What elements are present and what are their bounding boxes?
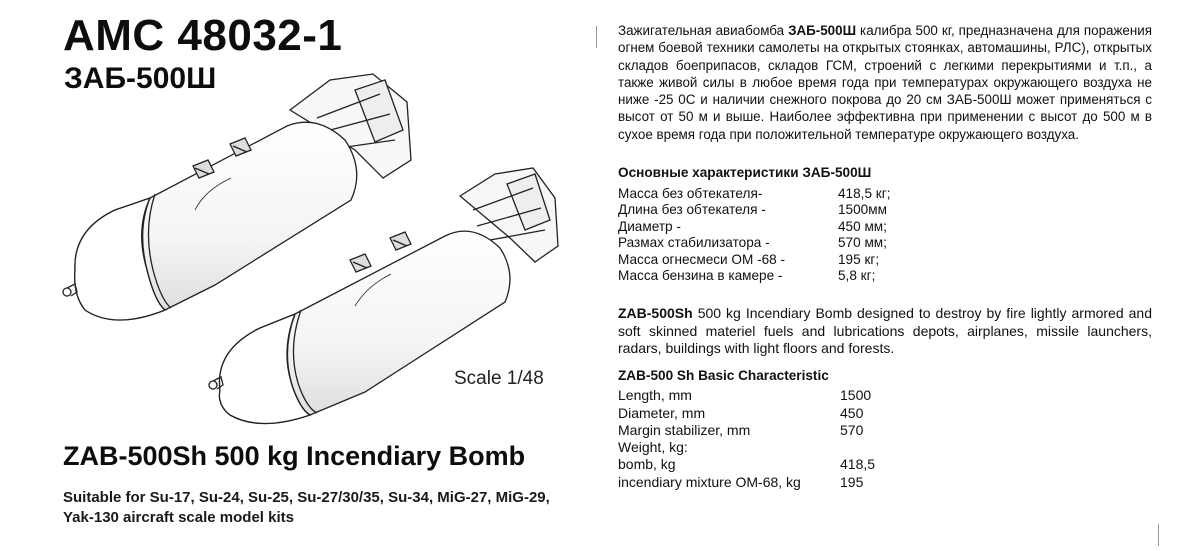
spec-value: 570 [840,421,864,438]
spec-value: 1500 [840,387,872,404]
table-row [618,202,890,219]
spec-value: 5,8 кг; [838,268,876,283]
specs-ru-heading: Основные характеристики ЗАБ-500Ш [618,165,872,180]
description-en-lead-bold: ZAB-500Sh [618,305,693,321]
spec-value: 195 [840,473,864,490]
specs-ru [618,165,890,285]
table-row [618,219,890,236]
spec-value: 418,5 [840,456,876,473]
description-ru-body: калибра 500 кг, предназначена для поражения огнем боевой техники самолеты на открытых стоянках, автомашины, РЛС), открытых складов боеприпасов, складов ГСМ, строений с легкими перекрытиями и т.п., а также живой силы в любое время года при температурах окружающего воздуха не ниже -25 0С и наличии снежного покрова до 20 см ЗАБ-500Ш может применяться с высот от 50 м и выше. Наиболее эффективна при применении с высот до 500 м в сухое время года при положительной температуре окружающего воздуха. [618,23,1153,142]
spec-value: 195 кг; [838,251,880,267]
table-row [618,405,875,422]
divider-line [1158,524,1159,546]
spec-label: Масса без обтекателя- [618,185,763,201]
specs-en-heading: ZAB-500 Sh Basic Characteristic [618,368,829,383]
description-en-body: 500 kg Incendiary Bomb designed to destroy by fire lightly armored and soft skinned materiel fuels and lubrications depots, airplanes, missile launchers, radars, buildings with light floors and forests. [618,305,1152,356]
description-en [618,305,1152,358]
spec-label: Размах стабилизатора - [618,235,770,250]
table-row [618,252,890,269]
table-row [618,186,890,203]
specs-en [618,367,875,491]
table-row [618,387,875,404]
specs-en-table [618,387,875,491]
spec-value: 1500мм [838,202,887,217]
spec-label: Масса огнесмеси ОМ -68 - [618,251,786,267]
spec-label: Длина без обтекателя - [618,202,766,217]
table-row [618,456,875,473]
spec-label: Масса бензина в камере - [618,268,783,283]
description-ru-lead-bold: ЗАБ-500Ш [788,23,857,38]
spec-label: Weight, kg: [618,439,688,456]
spec-label: Диаметр - [618,218,681,234]
spec-label: Length, mm [618,387,692,404]
divider-line [596,26,597,48]
table-row [618,422,875,439]
product-title: ZAB-500Sh 500 kg Incendiary Bomb [63,441,526,471]
table-row [618,235,890,252]
description-ru-lead: Зажигательная авиабомба [618,23,789,38]
description-ru [618,22,1152,143]
spec-label: Margin stabilizer, mm [618,421,751,438]
spec-label: Diameter, mm [618,404,706,421]
spec-label: incendiary mixture OM-68, kg [618,473,801,490]
spec-value [840,439,875,456]
table-row [618,439,875,456]
product-code: AMC 48032-1 [63,11,343,60]
compatibility-text: Suitable for Su-17, Su-24, Su-25, Su-27/30/35, Su-34, MiG-27, MiG-29, Yak-130 aircraft scale model kits [63,489,550,526]
product-name-ru: ЗАБ-500Ш [64,62,217,95]
scale-label: Scale 1/48 [454,368,544,389]
table-row [618,268,890,285]
spec-value: 418,5 кг; [838,185,891,201]
spec-value: 450 [840,404,864,421]
specs-ru-table [618,186,890,285]
spec-value: 570 мм; [838,235,887,250]
spec-value: 450 мм; [838,218,887,234]
table-row [618,474,875,491]
spec-label: bomb, kg [618,456,676,473]
